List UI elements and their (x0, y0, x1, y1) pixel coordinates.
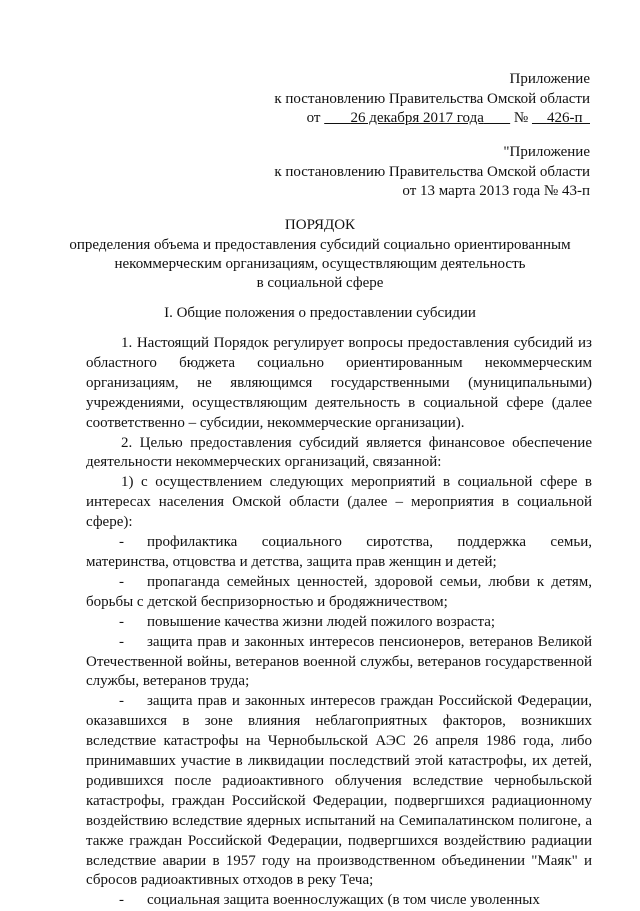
prior-appendix-title: "Приложение (503, 144, 590, 160)
dash-marker: - (119, 573, 124, 590)
paragraph-1: 1. Настоящий Порядок регулирует вопросы предоставления субсидий из областного бюджета социально ориентированным некоммерческим организациям, не являющимся государственными (муниципальными) учреждениями, осуществляющим деятельность в социальной сфере (далее соответственно – субсидии, некоммерческие организации). (86, 335, 592, 431)
appendix-date-line (307, 109, 590, 128)
date-prefix: от (306, 110, 321, 126)
paragraph-2: 2. Целью предоставления субсидий является финансовое обеспечение деятельности некоммерческих организаций, связанной: (86, 434, 592, 471)
document-subtitle-line-1: определения объема и предоставления субсидий социально ориентированным (69, 237, 571, 253)
number-sign: № (513, 110, 529, 126)
appendix-decree-line: к постановлению Правительства Омской области (274, 91, 590, 107)
document-subtitle-line-3: в социальной сфере (256, 275, 384, 291)
list-item: - повышение качества жизни людей пожилого возраста; (86, 613, 592, 633)
section-heading: I. Общие положения о предоставлении субсидии (164, 305, 476, 321)
list-item: - социальная защита военнослужащих (в том числе уволенных (86, 891, 592, 911)
dash-marker: - (119, 892, 124, 909)
list-item: - защита прав и законных интересов граждан Российской Федерации, оказавшихся в зоне влияния неблагоприятных факторов, возникших вследствие катастрофы на Чернобыльской АЭС 26 апреля 1986 года, либо принимавших участие в ликвидации последствий этой катастрофы, их детей, родившихся после радиоактивного облучения вследствие чернобыльской катастрофы, граждан Российской Федерации, подвергшихся радиационному воздействию вследствие ядерных испытаний на Семипалатинском полигоне, а также граждан Российской Федерации, подвергшихся воздействию радиации вследствие аварии в 1957 году на производственном объединении "Маяк" и сбросов радиоактивных отходов в реку Теча; (86, 693, 592, 889)
appendix-title: Приложение (509, 71, 590, 87)
dash-marker: - (119, 693, 124, 710)
paragraph-3: 1) с осуществлением следующих мероприятий в социальной сфере в интересах населения Омской области (далее – мероприятия в социальной сфере): (86, 474, 592, 531)
dash-marker: - (119, 534, 124, 551)
document-subtitle-line-2: некоммерческим организациям, осуществляющим деятельность (114, 256, 526, 272)
decree-date: 26 декабря 2017 года (350, 110, 484, 126)
dash-marker: - (119, 633, 124, 650)
prior-appendix-date-line: от 13 марта 2013 года № 43-п (402, 183, 590, 199)
list-item: - профилактика социального сиротства, поддержка семьи, материнства, отцовства и детства, защита прав женщин и детей; (86, 534, 592, 570)
document-heading: ПОРЯДОК (284, 217, 356, 233)
list-item: - защита прав и законных интересов пенсионеров, ветеранов Великой Отечественной войны, ветеранов военной службы, ветеранов государственной службы, ветеранов труда; (86, 633, 592, 690)
dash-marker: - (119, 613, 124, 630)
document-body (86, 334, 592, 911)
list-item: - пропаганда семейных ценностей, здоровой семьи, любви к детям, борьбы с детской беспризорностью и бродяжничеством; (86, 573, 592, 610)
prior-appendix-decree-line: к постановлению Правительства Омской области (274, 164, 590, 180)
decree-number: 426-п (546, 110, 583, 126)
